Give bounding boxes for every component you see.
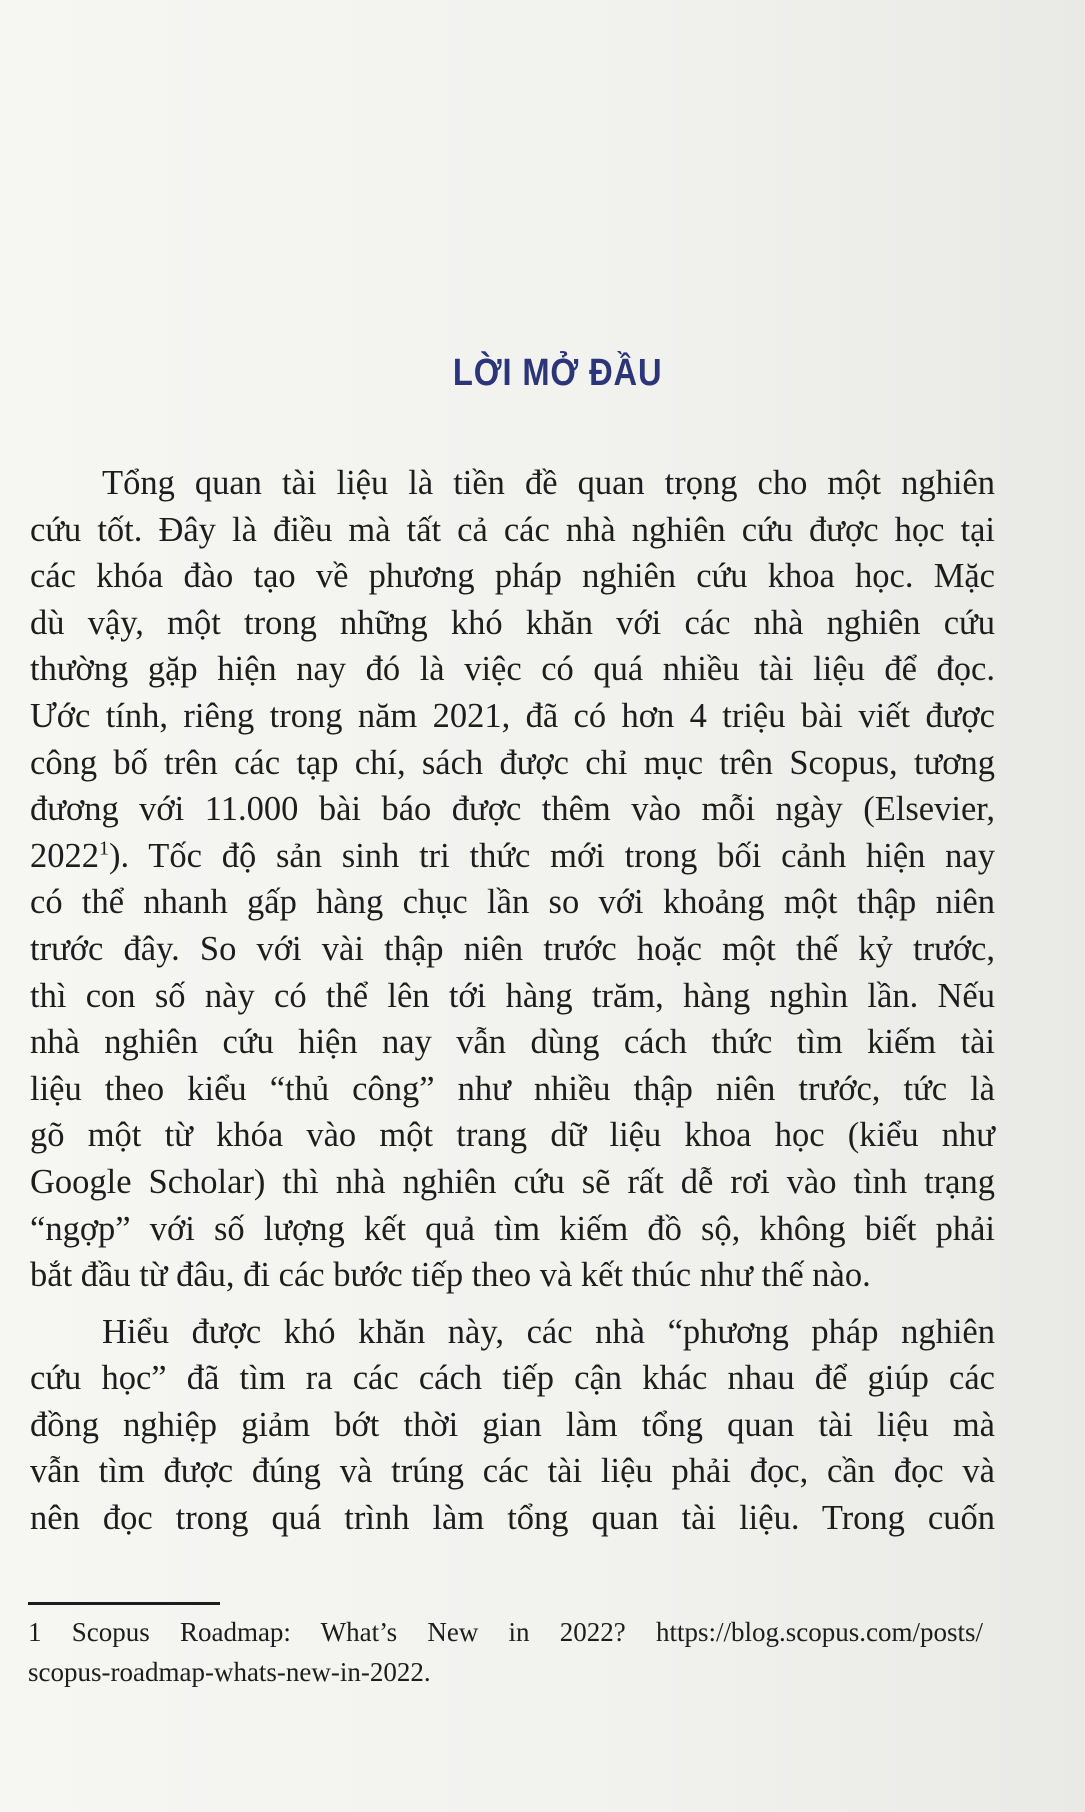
footnote-divider	[28, 1602, 220, 1605]
paragraph-2	[30, 1309, 995, 1542]
text-line: thì con số này có thể lên tới hàng trăm, hàng nghìn lần. Nếu	[30, 976, 995, 1015]
footnote-line[interactable]: scopus-roadmap-whats-new-in-2022.	[28, 1657, 431, 1687]
text-line: đồng nghiệp giảm bớt thời gian làm tổng quan tài liệu mà	[30, 1405, 995, 1444]
text-line: Hiểu được khó khăn này, các nhà “phương pháp nghiên	[102, 1312, 995, 1351]
text-line: dù vậy, một trong những khó khăn với các nhà nghiên cứu	[30, 603, 995, 642]
text-line: các khóa đào tạo về phương pháp nghiên cứu khoa học. Mặc	[30, 557, 995, 596]
text-line: vẫn tìm được đúng và trúng các tài liệu phải đọc, cần đọc và	[30, 1452, 995, 1491]
text-line: Google Scholar) thì nhà nghiên cứu sẽ rất dễ rơi vào tình trạng	[30, 1162, 995, 1201]
line-start: 2022	[30, 836, 99, 875]
text-line: “ngợp” với số lượng kết quả tìm kiếm đồ sộ, không biết phải	[30, 1209, 995, 1248]
text-line: có thể nhanh gấp hàng chục lần so với khoảng một thập niên	[30, 883, 995, 922]
text-line: công bố trên các tạp chí, sách được chỉ mục trên Scopus, tương	[30, 743, 995, 782]
footnote-line[interactable]: 1 Scopus Roadmap: What’s New in 2022? https://blog.scopus.com/posts/	[28, 1617, 983, 1647]
text-line: thường gặp hiện nay đó là việc có quá nhiều tài liệu để đọc.	[30, 650, 995, 689]
text-line: Ước tính, riêng trong năm 2021, đã có hơn 4 triệu bài viết được	[30, 696, 995, 735]
paragraph-gap	[30, 1299, 995, 1309]
text-line: đương với 11.000 bài báo được thêm vào mỗi ngày (Elsevier,	[30, 790, 995, 829]
text-line-with-footnote-ref	[30, 833, 995, 880]
text-line: nên đọc trong quá trình làm tổng quan tài liệu. Trong cuốn	[30, 1499, 995, 1538]
text-line: trước đây. So với vài thập niên trước hoặc một thế kỷ trước,	[30, 929, 995, 968]
text-line: nhà nghiên cứu hiện nay vẫn dùng cách thức tìm kiếm tài	[30, 1023, 995, 1062]
footnote	[28, 1612, 983, 1692]
footnote-ref[interactable]: 1	[99, 837, 109, 860]
text-line: Tổng quan tài liệu là tiền đề quan trọng cho một nghiên	[102, 464, 995, 502]
page-title: LỜI MỞ ĐẦU	[452, 352, 663, 394]
body-text	[30, 460, 995, 1542]
line-rest: ). Tốc độ sản sinh tri thức mới trong bối cảnh hiện nay	[109, 836, 995, 875]
text-line: liệu theo kiểu “thủ công” như nhiều thập niên trước, tức là	[30, 1069, 995, 1108]
text-line: cứu học” đã tìm ra các cách tiếp cận khác nhau để giúp các	[30, 1359, 995, 1398]
text-line: cứu tốt. Đây là điều mà tất cả các nhà nghiên cứu được học tại	[30, 510, 995, 549]
text-line: bắt đầu từ đâu, đi các bước tiếp theo và kết thúc như thế nào.	[30, 1256, 871, 1295]
text-line: gõ một từ khóa vào một trang dữ liệu khoa học (kiểu như	[30, 1116, 995, 1155]
paragraph-1	[30, 460, 995, 1299]
